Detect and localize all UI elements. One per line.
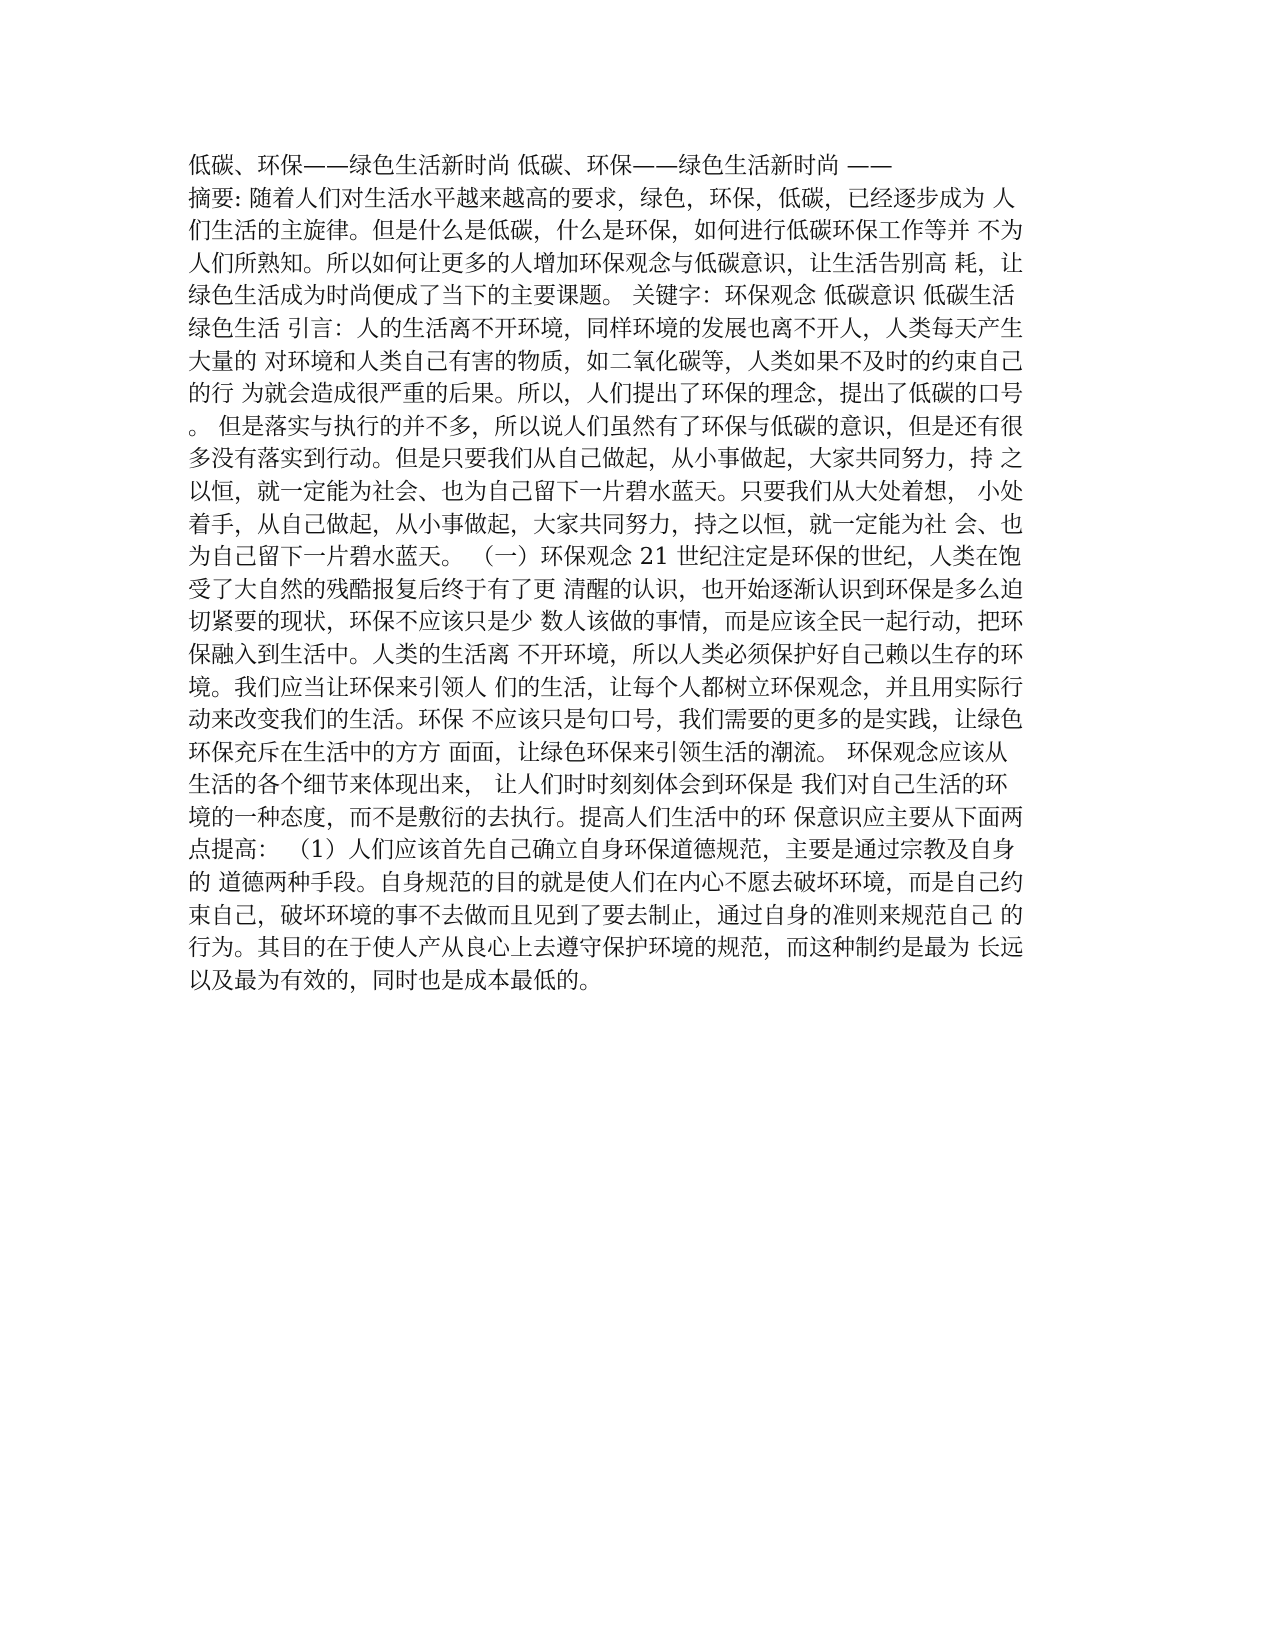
text-line: 绿色生活成为时尚便成了当下的主要课题。 关键字：环保观念 低碳意识 低碳生活: [188, 283, 1015, 310]
text-line: 动来改变我们的生活。环保 不应该只是句口号，我们需要的更多的是实践，让绿色: [188, 707, 1024, 734]
text-line: 为自己留下一片碧水蓝天。 （一）环保观念 21 世纪注定是环保的世纪，人类在饱: [188, 544, 1022, 571]
text-line: 。 但是落实与执行的并不多，所以说人们虽然有了环保与低碳的意识，但是还有很: [188, 413, 1024, 440]
text-line: 以及最为有效的，同时也是成本最低的。: [188, 967, 602, 994]
text-line: 大量的 对环境和人类自己有害的物质，如二氧化碳等，人类如果不及时的约束自己: [188, 348, 1024, 375]
text-line: 低碳、环保——绿色生活新时尚 低碳、环保——绿色生活新时尚 ——: [188, 153, 893, 179]
text-line: 的行 为就会造成很严重的后果。所以，人们提出了环保的理念，提出了低碳的口号: [188, 381, 1024, 408]
text-line: 人们所熟知。所以如何让更多的人增加环保观念与低碳意识，让生活告别高 耗，让: [188, 250, 1024, 277]
text-line: 们生活的主旋律。但是什么是低碳，什么是环保，如何进行低碳环保工作等并 不为: [188, 218, 1024, 245]
text-line: 行为。其目的在于使人产从良心上去遵守保护环境的规范，而这种制约是最为 长远: [188, 935, 1024, 962]
text-line: 点提高： （1）人们应该首先自己确立自身环保道德规范，主要是通过宗教及自身: [188, 837, 1015, 864]
text-line: 以恒，就一定能为社会、也为自己留下一片碧水蓝天。只要我们从大处着想， 小处: [188, 478, 1024, 505]
text-line: 多没有落实到行动。但是只要我们从自己做起，从小事做起，大家共同努力，持 之: [188, 446, 1024, 473]
text-line: 束自己，破坏环境的事不去做而且见到了要去制止，通过自身的准则来规范自己 的: [188, 902, 1024, 929]
text-line: 着手，从自己做起，从小事做起，大家共同努力，持之以恒，就一定能为社 会、也: [188, 511, 1024, 538]
text-line: 的 道德两种手段。自身规范的目的就是使人们在内心不愿去破坏环境，而是自己约: [188, 870, 1024, 897]
text-line: 切紧要的现状，环保不应该只是少 数人该做的事情，而是应该全民一起行动，把环: [188, 609, 1024, 636]
text-line: 境。我们应当让环保来引领人 们的生活，让每个人都树立环保观念，并且用实际行: [188, 674, 1024, 701]
text-line: 保融入到生活中。人类的生活离 不开环境，所以人类必须保护好自己赖以生存的环: [188, 641, 1024, 668]
text-line: 受了大自然的残酷报复后终于有了更 清醒的认识，也开始逐渐认识到环保是多么迫: [188, 576, 1024, 603]
text-line: 境的一种态度，而不是敷衍的去执行。提高人们生活中的环 保意识应主要从下面两: [188, 804, 1024, 831]
body-text: [188, 150, 1098, 997]
text-line: 摘要: 随着人们对生活水平越来越高的要求，绿色，环保，低碳，已经逐步成为 人: [188, 185, 1016, 212]
text-line: 环保充斥在生活中的方方 面面，让绿色环保来引领生活的潮流。 环保观念应该从: [188, 739, 1008, 766]
text-line: 绿色生活 引言：人的生活离不开环境，同样环境的发展也离不开人，人类每天产生: [188, 315, 1024, 342]
text-line: 生活的各个细节来体现出来， 让人们时时刻刻体会到环保是 我们对自己生活的环: [188, 772, 1008, 799]
